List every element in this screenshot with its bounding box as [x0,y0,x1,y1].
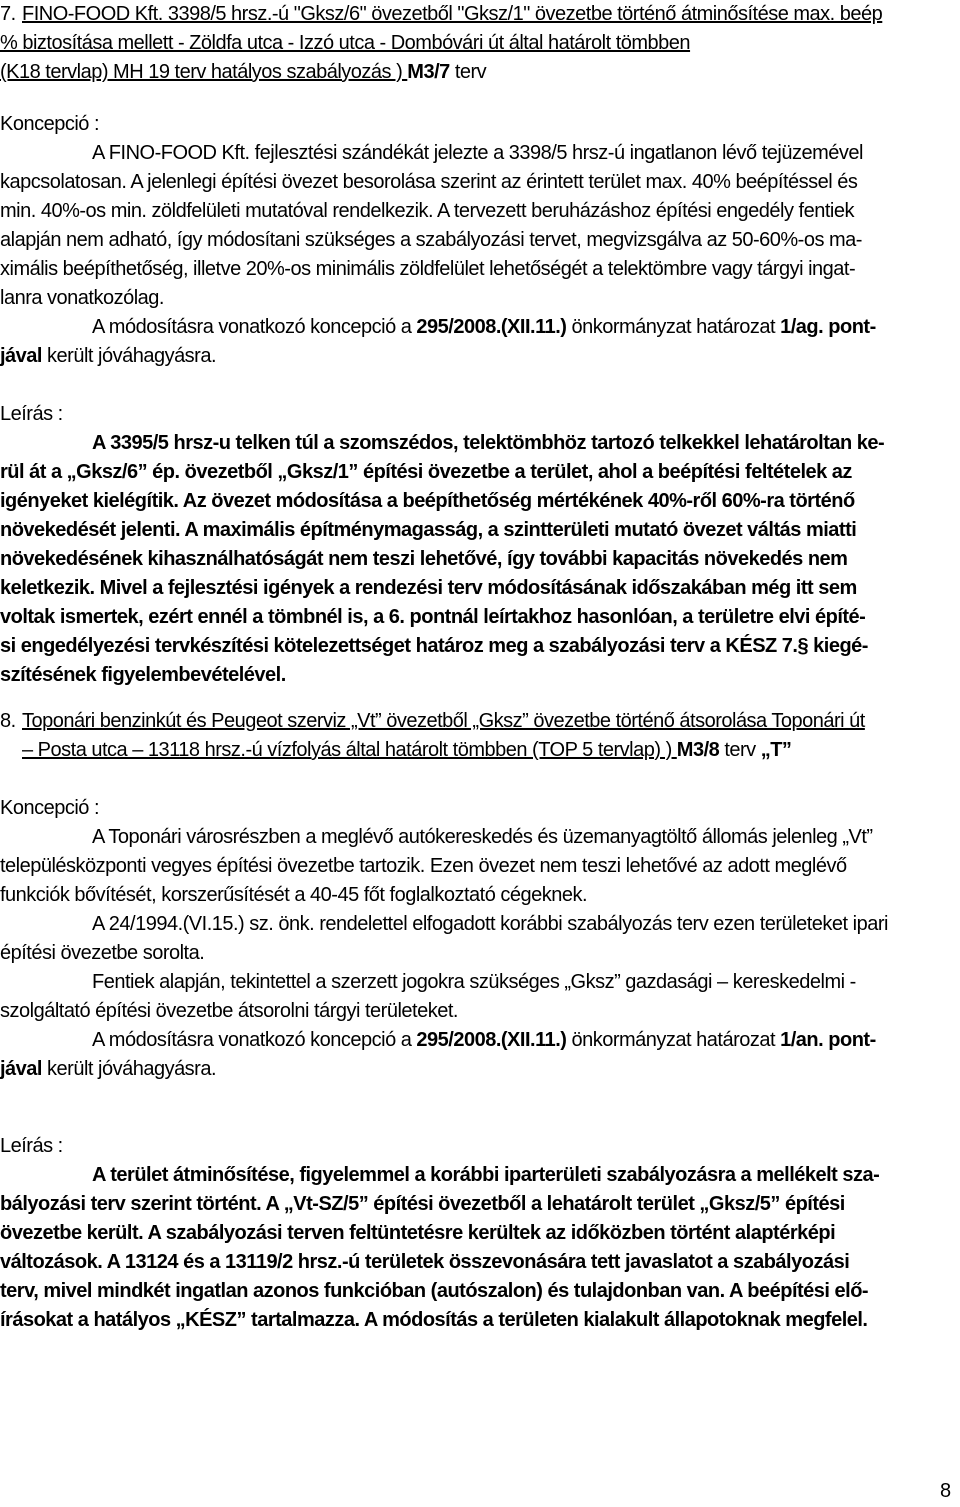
text-line: növekedését jelenti. A maximális építménymagasság, a szintterületi mutató övezet váltás miatti [0,519,857,541]
text-line: ximális beépíthetőség, illetve 20%-os minimális zöldfelület lehetőségét a telektömbre vagy tárgyi ingat- [0,258,856,280]
text-line: A 24/1994.(VI.15.) sz. önk. rendelettel elfogadott korábbi szabályozás terv ezen területeket ipari [92,913,888,935]
section-7-heading-line-2: % biztosítása mellett - Zöldfa utca - Izzó utca - Dombóvári út által határolt tömbben [0,32,691,54]
approval-prefix: A módosításra vonatkozó koncepció a [92,316,417,338]
approval-point-word-end: jával [0,345,42,367]
text-line: min. 40%-os min. zöldfelületi mutatóval rendelkezik. A tervezett beruházáshoz építési engedély fentiek [0,200,854,222]
approval-suffix: került jóváhagyásra. [41,1058,217,1080]
section-8-koncepcio-label: Koncepció : [0,797,100,819]
text-line: növekedésének kihasználhatóságát nem teszi lehetővé, így további kapacitás növekedés nem [0,548,848,570]
text-line: írásokat a hatályos „KÉSZ” tartalmazza. A módosítás a területen kialakult állapotoknak megfelel. [0,1309,868,1331]
section-7-koncepcio-label: Koncepció : [0,113,100,135]
text-line: A Toponári városrészben a meglévő autókereskedés és üzemanyagtöltő állomás jelenleg „Vt” [92,826,873,848]
approval-point-word: pont- [823,1029,876,1051]
approval-point-word-end: jával [0,1058,42,1080]
text-line: szítésének figyelembevételével. [0,664,286,686]
section-7-leiras-label: Leírás : [0,403,63,425]
text-line: szolgáltató építési övezetbe átsorolni tárgyi területeket. [0,1000,458,1022]
section-7-approval [0,313,960,342]
text-line: lanra vonatkozólag. [0,287,164,309]
section-7-heading [0,0,960,87]
section-8-heading-line-1: Toponári benzinkút és Peugeot szerviz „Vt” övezetből „Gksz” övezetbe történő átsorolása Toponári út [22,710,865,732]
section-8-plan-code: M3/8 [676,739,720,761]
text-line: A FINO-FOOD Kft. fejlesztési szándékát jelezte a 3398/5 hrsz-ú ingatlanon lévő tejüzemével [92,142,863,164]
text-line: A 3395/5 hrsz-u telken túl a szomszédos, telektömbhöz tartozó telkekkel lehatároltan ke- [92,432,885,454]
text-line: A terület átminősítése, figyelemmel a korábbi iparterületi szabályozásra a mellékelt sza- [92,1164,880,1186]
section-8-heading-line-2: – Posta utca – 13118 hrsz.-ú vízfolyás által határolt tömbben (TOP 5 tervlap) ) [22,739,677,761]
text-line: funkciók bővítését, korszerűsítését a 40-45 főt foglalkoztató cégeknek. [0,884,588,906]
section-7-number: 7. [0,3,16,25]
approval-resolution: 295/2008.(XII.11.) [416,1029,567,1051]
section-8-number: 8. [0,710,16,732]
text-line: építési övezetbe sorolta. [0,942,205,964]
page-number: 8 [940,1480,951,1502]
text-line: keletkezik. Mivel a fejlesztési igények a rendezési terv módosításának időszakában még itt sem [0,577,857,599]
section-8-leiras-label: Leírás : [0,1135,63,1157]
section-8-plan-suffix: terv [719,739,761,761]
approval-mid: önkormányzat határozat [566,1029,781,1051]
approval-point: 1/ag. [780,316,824,338]
text-line: övezetbe került. A szabályozási terven feltüntetésre kerültek az időközben történt alaptérképi [0,1222,836,1244]
text-line: bályozási terv szerint történt. A „Vt-SZ/5” építési övezetből a lehatárolt terület „Gksz/5” építési [0,1193,845,1215]
section-7-leiras-text [0,429,960,690]
section-7-koncepcio-text [0,139,960,371]
approval-point-word: pont- [823,316,876,338]
section-8-heading [0,707,960,765]
section-7-approval-end [0,342,960,371]
text-line: településközponti vegyes építési övezetbe tartozik. Ezen övezet nem teszi lehetővé az adott meglévő [0,855,847,877]
text-line: terv, mivel mindkét ingatlan azonos funkcióban (autószalon) és tulajdonban van. A beépítési elő- [0,1280,869,1302]
text-line: Fentiek alapján, tekintettel a szerzett jogokra szükséges „Gksz” gazdasági – kereskedelmi - [92,971,856,993]
approval-prefix: A módosításra vonatkozó koncepció a [92,1029,417,1051]
approval-mid: önkormányzat határozat [566,316,781,338]
section-8-mark: „T” [760,739,792,761]
approval-suffix: került jóváhagyásra. [41,345,217,367]
section-7-plan-code: M3/7 [407,61,450,83]
section-8-approval-end [0,1055,960,1084]
text-line: voltak ismertek, ezért ennél a tömbnél is, a 6. pontnál leírtakhoz hasonlóan, a területre elvi építé- [0,606,866,628]
text-line: változások. A 13124 és a 13119/2 hrsz.-ú területek összevonására tett javaslatot a szabályozási [0,1251,850,1273]
section-7-heading-line-1: FINO-FOOD Kft. 3398/5 hrsz.-ú "Gksz/6" övezetből "Gksz/1" övezetbe történő átminősítése max. beép [22,3,883,25]
approval-resolution: 295/2008.(XII.11.) [416,316,567,338]
section-8-leiras-text [0,1161,960,1335]
text-line: igényeket kielégítik. Az övezet módosítása a beépíthetőség mértékének 40%-ről 60%-ra történő [0,490,855,512]
text-line: rül át a „Gksz/6” ép. övezetből „Gksz/1” építési övezetbe a terület, ahol a beépítési feltételek az [0,461,852,483]
section-8-approval [0,1026,960,1055]
approval-point: 1/an. [780,1029,824,1051]
text-line: si engedélyezési tervkészítési kötelezettséget határoz meg a szabályozási terv a KÉSZ 7.§ kiegé- [0,635,868,657]
section-7-plan-suffix: terv [449,61,487,83]
text-line: alapján nem adható, így módosítani szükséges a szabályozási tervet, megvizsgálva az 50-60%-os ma- [0,229,862,251]
section-7-heading-line-3: (K18 tervlap) MH 19 terv hatályos szabályozás ) [0,61,408,83]
text-line: kapcsolatosan. A jelenlegi építési övezet besorolása szerint az érintett terület max. 40% beépítéssel és [0,171,858,193]
section-8-koncepcio-text [0,823,960,1084]
